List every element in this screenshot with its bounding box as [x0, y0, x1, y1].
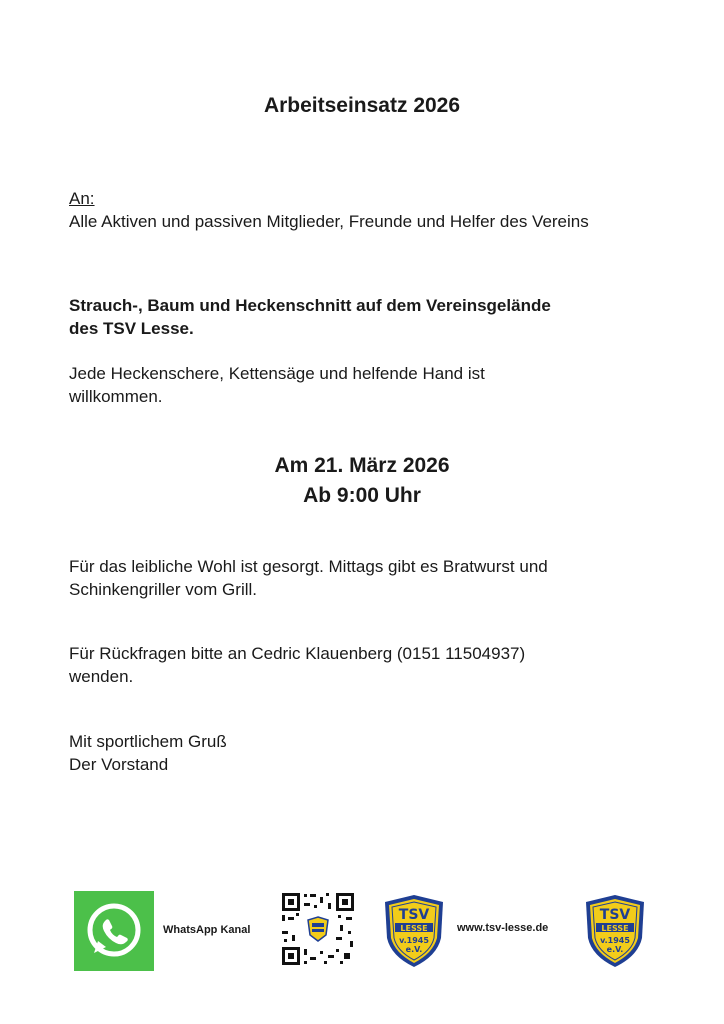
crest-ev: e.V. — [405, 945, 423, 954]
crest-year: v.1945 — [600, 936, 630, 945]
event-date: Am 21. März 2026 — [274, 454, 450, 477]
whatsapp-label: WhatsApp Kanal — [163, 924, 251, 936]
contact-block — [69, 642, 669, 688]
club-crest-right — [584, 894, 646, 968]
contact-line-1: Für Rückfragen bitte an Cedric Klauenberg (0151 11504937) — [69, 644, 526, 663]
crest-year: v.1945 — [399, 936, 429, 945]
food-block — [69, 555, 669, 601]
food-line-1: Für das leibliche Wohl ist gesorgt. Mittags gibt es Bratwurst und — [69, 557, 548, 576]
call-block — [69, 362, 669, 408]
qr-code[interactable] — [280, 891, 356, 967]
website-link[interactable]: www.tsv-lesse.de — [457, 922, 549, 934]
topic-line-2: des TSV Lesse. — [69, 319, 194, 338]
tsv-lesse-crest-icon — [383, 894, 445, 968]
closing-line-2: Der Vorstand — [69, 755, 169, 774]
whatsapp-icon — [74, 891, 154, 971]
topic-line-1: Strauch-, Baum und Heckenschnitt auf dem Vereinsgelände — [69, 296, 551, 315]
page-title: Arbeitseinsatz 2026 — [263, 94, 461, 117]
crest-top: TSV — [599, 907, 631, 923]
event-time: Ab 9:00 Uhr — [303, 484, 421, 507]
tsv-lesse-crest-icon — [584, 894, 646, 968]
crest-middle: LESSE — [601, 924, 629, 933]
crest-ev: e.V. — [606, 945, 624, 954]
whatsapp-logo[interactable] — [74, 891, 154, 971]
closing-line-1: Mit sportlichem Gruß — [69, 732, 227, 751]
club-crest-left — [383, 894, 445, 968]
qr-code-icon — [280, 891, 356, 967]
crest-middle: LESSE — [400, 924, 428, 933]
recipient-label: An: — [69, 189, 95, 208]
crest-top: TSV — [398, 907, 430, 923]
contact-line-2: wenden. — [69, 667, 134, 686]
recipient-block — [69, 187, 669, 233]
closing-block — [69, 730, 669, 776]
call-line-2: willkommen. — [69, 387, 163, 406]
recipient-text: Alle Aktiven und passiven Mitglieder, Freunde und Helfer des Vereins — [69, 212, 589, 231]
call-line-1: Jede Heckenschere, Kettensäge und helfende Hand ist — [69, 364, 485, 383]
topic-block — [69, 294, 669, 340]
food-line-2: Schinkengriller vom Grill. — [69, 580, 257, 599]
